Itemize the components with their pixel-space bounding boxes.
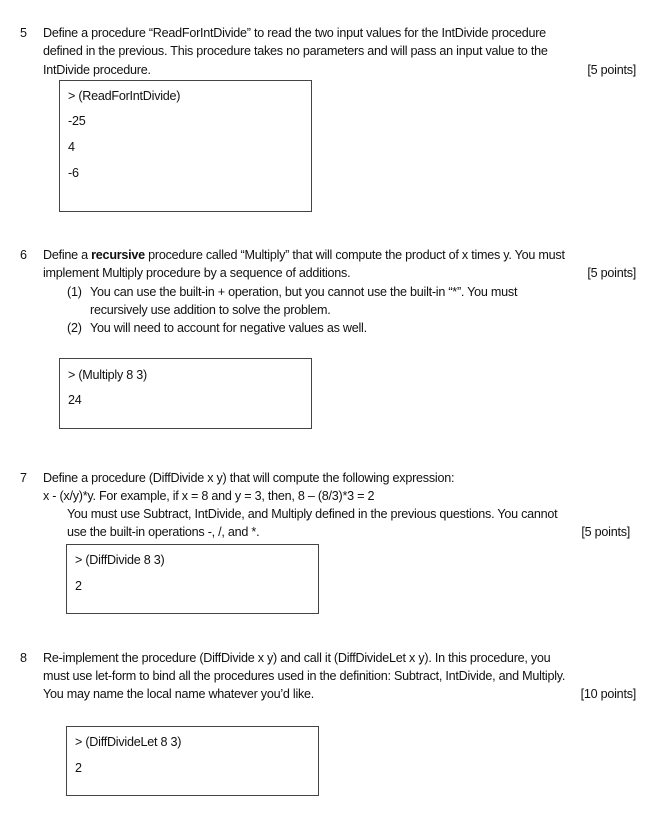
q8-output-box xyxy=(66,726,319,796)
q6-sub-text: recursively use addition to solve the problem. xyxy=(90,303,331,317)
q6-sub-label: (1) xyxy=(67,285,82,299)
q7-number: 7 xyxy=(20,471,27,485)
q7-points: [5 points] xyxy=(581,525,630,539)
q7-text-line: Define a procedure (DiffDivide x y) that will compute the following expression: xyxy=(43,471,455,485)
output-line: > (Multiply 8 3) xyxy=(68,368,147,382)
q8-text-line: You may name the local name whatever you’d like. xyxy=(43,687,315,701)
q6-text-line xyxy=(43,246,565,264)
output-line: > (ReadForIntDivide) xyxy=(68,89,181,103)
q5-points: [5 points] xyxy=(587,63,636,77)
q6-points: [5 points] xyxy=(587,266,636,280)
q8-number: 8 xyxy=(20,651,27,665)
q7-text-line: use the built-in operations -, /, and *. xyxy=(67,525,260,539)
q7-text-line: You must use Subtract, IntDivide, and Multiply defined in the previous questions. You cannot xyxy=(67,507,558,521)
q6-number: 6 xyxy=(20,248,27,262)
q6-output-box xyxy=(59,358,312,429)
q5-text-line: defined in the previous. This procedure takes no parameters and will pass an input value to the xyxy=(43,44,548,58)
output-line: -6 xyxy=(68,166,79,180)
q5-output-box xyxy=(59,80,312,212)
bold-text: recursive xyxy=(91,248,145,262)
output-line: > (DiffDivide 8 3) xyxy=(75,553,165,567)
q5-text-line: Define a procedure “ReadForIntDivide” to read the two input values for the IntDivide procedure xyxy=(43,26,546,40)
q5-text-line: IntDivide procedure. xyxy=(43,63,151,77)
output-line: 2 xyxy=(75,579,82,593)
output-line: 24 xyxy=(68,393,82,407)
q8-text-line: Re-implement the procedure (DiffDivide x y) and call it (DiffDivideLet x y). In this procedure, you xyxy=(43,651,551,665)
q6-sub-text: You can use the built-in + operation, but you cannot use the built-in “*”. You must xyxy=(90,285,518,299)
q8-text-line: must use let-form to bind all the procedures used in the definition: Subtract, IntDivide, and Multiply. xyxy=(43,669,566,683)
q6-sub-text: You will need to account for negative values as well. xyxy=(90,321,367,335)
text: procedure called “Multiply” that will compute the product of x times y. You must xyxy=(144,248,565,262)
q7-output-box xyxy=(66,544,319,614)
q5-number: 5 xyxy=(20,26,27,40)
q8-points: [10 points] xyxy=(580,687,636,701)
q7-text-line: x - (x/y)*y. For example, if x = 8 and y = 3, then, 8 – (8/3)*3 = 2 xyxy=(43,489,375,503)
output-line: -25 xyxy=(68,114,86,128)
output-line: 4 xyxy=(68,140,75,154)
output-line: > (DiffDivideLet 8 3) xyxy=(75,735,182,749)
text: Define a xyxy=(43,248,92,262)
output-line: 2 xyxy=(75,761,82,775)
q6-text-line: implement Multiply procedure by a sequence of additions. xyxy=(43,266,351,280)
q6-sub-label: (2) xyxy=(67,321,82,335)
